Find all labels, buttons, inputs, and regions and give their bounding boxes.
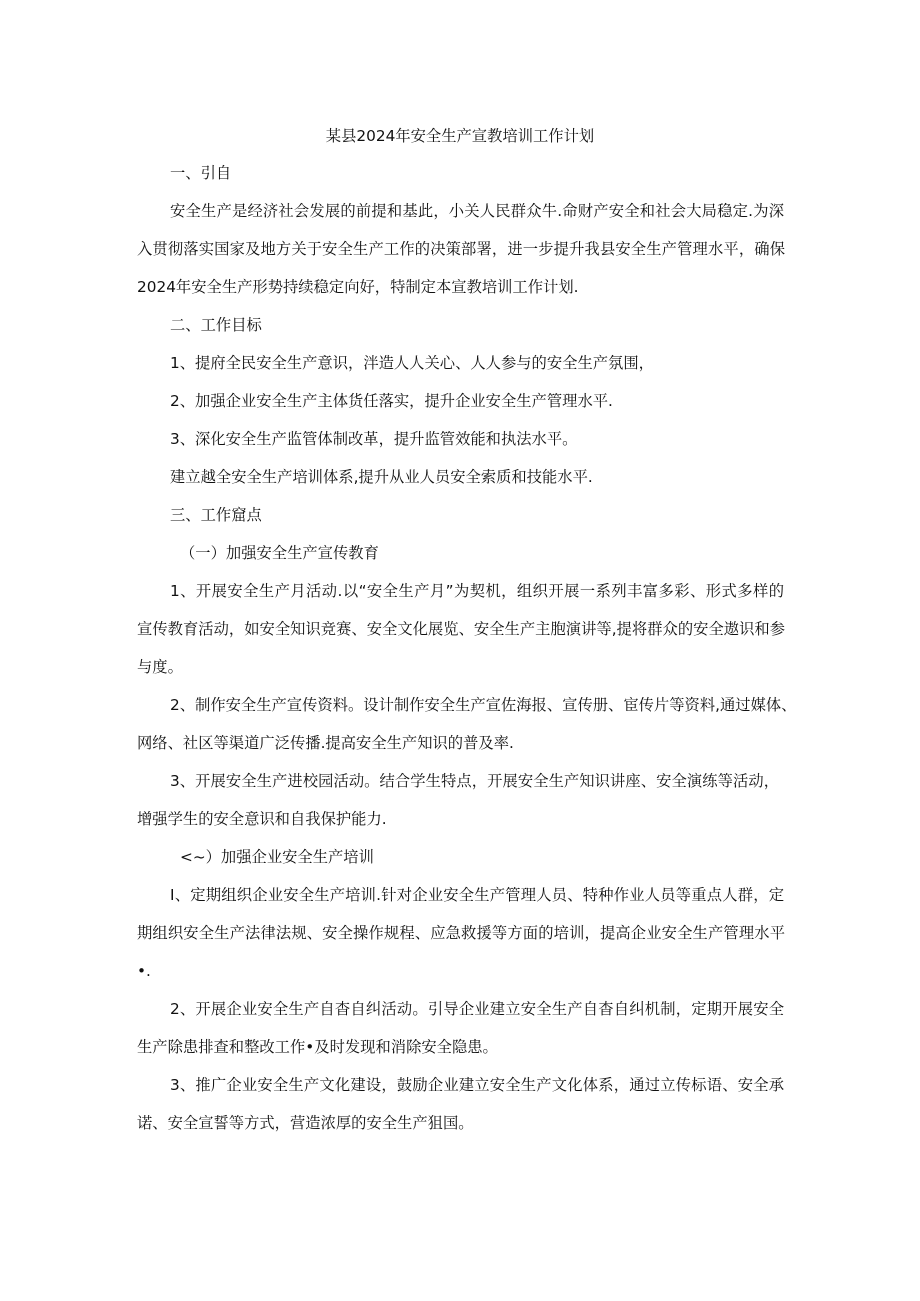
focus-item-line: 诺、安全宣誓等方式，营造浓厚的安全生产狙国。	[137, 1114, 474, 1132]
section-heading-goals: 二、工作目标	[170, 316, 262, 334]
section-heading-intro: 一、引自	[170, 164, 232, 182]
focus-item-line: 2、制作安全生产宣传资料。设计制作安全生产宣佐海报、宣传册、宦传片等资料,通过媒体、	[170, 696, 797, 714]
focus-item-line: 3、推广企业安全生产文化建设，鼓励企业建立安全生产文化体系，通过立传标语、安全承	[170, 1076, 784, 1094]
focus-item-line: 2、开展企业安全生产自杳自纠活动。引导企业建立安全生产自杳自纠机制，定期开展安全	[170, 1000, 784, 1018]
focus-item-line: 网络、社区等渠道广泛传播.提高安全生产知识的普及率.	[137, 734, 514, 752]
intro-paragraph-line: 入贯彻落实国家及地方关于安全生产工作的决策部署，进一步提升我县安全生产管理水平，确保	[137, 240, 785, 258]
focus-item-line: 3、开展安全生产进校园活动。结合学生特点，开展安全生产知识讲座、安全演练等活动，	[170, 772, 779, 790]
goal-item: 3、深化安全生产监管体制改革，提升监管效能和执法水平。	[170, 430, 578, 448]
document-title: 某县2024年安全生产宣教培训工作计划	[325, 127, 595, 145]
goal-item: 1、提府全民安全生产意识，泮造人人关心、人人参与的安全生产氛围，	[170, 354, 654, 372]
goal-item: 2、加强企业安全生产主体货任落实，提升企业安全生产管理水平.	[170, 392, 613, 410]
focus-item-line: 生产除患排查和整改工作•及时发现和消除安全隐患。	[137, 1038, 498, 1056]
subsection-heading: （一）加强安全生产宣传教育	[180, 544, 379, 562]
focus-item-line: 1、开展安全生产月活动.以“安全生产月”为契机，组织开展一系列丰富多彩、形式多样的	[170, 582, 784, 600]
focus-item-line: 期组织安全生产法律法规、安全操作规程、应急救援等方面的培训，提高企业安全生产管理水平	[137, 924, 785, 942]
intro-paragraph-line: 安全生产是经济社会发展的前提和基此，小关人民群众牛.命财产安全和社会大局稳定.为深	[170, 202, 784, 220]
focus-item-line: 宣传教育活动，如安全知识竞赛、安全文化展览、安全生产主胞演讲等,提将群众的安全遨识和参	[137, 620, 785, 638]
section-heading-focus: 三、工作窟点	[170, 506, 262, 524]
focus-item-line: 与度。	[137, 658, 183, 676]
goal-item: 建立越全安全生产培训体系,提升从业人员安全索质和技能水平.	[170, 468, 593, 486]
focus-item-line: •.	[137, 962, 151, 980]
intro-paragraph-line: 2024年安全生产形势持续稳定向好，特制定本宣教培训工作计划.	[137, 278, 579, 296]
focus-item-line: I、定期组织企业安全生产培训.针对企业安全生产管理人员、特种作业人员等重点人群，定	[170, 886, 784, 904]
focus-item-line: 增强学生的安全意识和自我保护能力.	[137, 810, 387, 828]
subsection-heading: <~）加强企业安全生产培训	[180, 848, 374, 866]
